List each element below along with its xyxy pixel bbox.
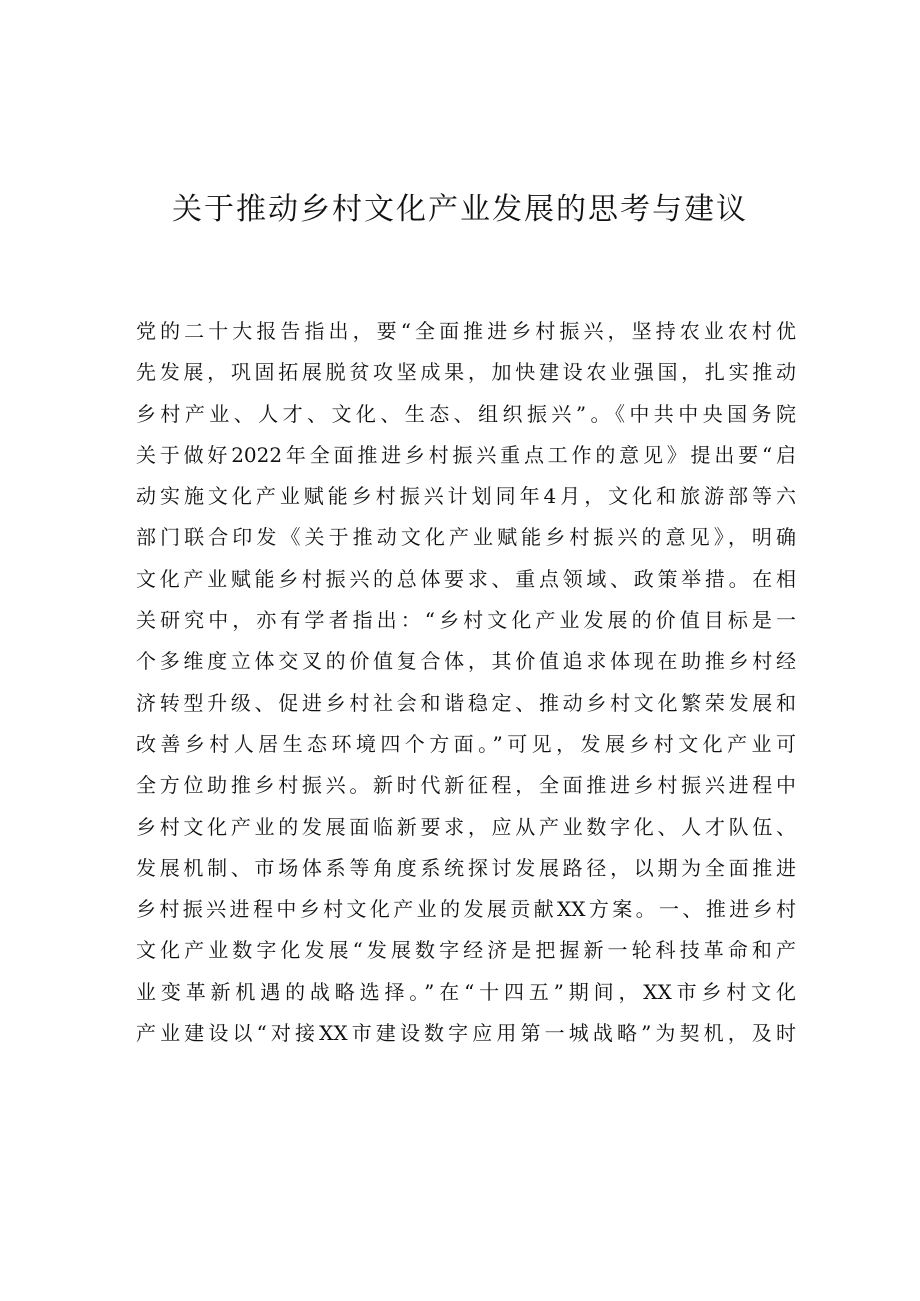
paragraph-line: 部门联合印发《关于推动文化产业赋能乡村振兴的意见》，明确 xyxy=(136,525,796,550)
paragraph-line: 文化产业数字化发展“发展数字经济是把握新一轮科技革命和产 xyxy=(136,938,796,963)
paragraph-line: 文化产业赋能乡村振兴的总体要求、重点领域、政策举措。在相 xyxy=(136,566,796,591)
body-paragraph xyxy=(136,311,796,1054)
paragraph-line: 关于做好2022年全面推进乡村振兴重点工作的意见》提出要“启 xyxy=(136,442,796,467)
paragraph-line: 济转型升级、促进乡村社会和谐稳定、推动乡村文化繁荣发展和 xyxy=(136,690,796,715)
paragraph-line: 业变革新机遇的战略选择。”在“十四五”期间，XX市乡村文化 xyxy=(136,979,796,1004)
paragraph-line: 乡村产业、人才、文化、生态、组织振兴”。《中共中央国务院 xyxy=(136,401,796,426)
paragraph-line: 改善乡村人居生态环境四个方面。”可见，发展乡村文化产业可 xyxy=(136,731,796,756)
paragraph-line: 产业建设以“对接XX市建设数字应用第一城战略”为契机，及时 xyxy=(136,1021,796,1046)
paragraph-line: 关研究中，亦有学者指出：“乡村文化产业发展的价值目标是一 xyxy=(136,608,796,633)
paragraph-line: 动实施文化产业赋能乡村振兴计划同年4月，文化和旅游部等六 xyxy=(136,484,796,509)
paragraph-line: 发展机制、市场体系等角度系统探讨发展路径，以期为全面推进 xyxy=(136,855,796,880)
paragraph-line: 先发展，巩固拓展脱贫攻坚成果，加快建设农业强国，扎实推动 xyxy=(136,360,796,385)
paragraph-line: 党的二十大报告指出，要“全面推进乡村振兴，坚持农业农村优 xyxy=(136,319,796,343)
paragraph-line: 乡村振兴进程中乡村文化产业的发展贡献XX方案。一、推进乡村 xyxy=(136,897,796,922)
document-title: 关于推动乡村文化产业发展的思考与建议 xyxy=(172,192,748,227)
paragraph-line: 全方位助推乡村振兴。新时代新征程，全面推进乡村振兴进程中 xyxy=(136,773,796,798)
paragraph-line: 个多维度立体交叉的价值复合体，其价值追求体现在助推乡村经 xyxy=(136,649,796,674)
paragraph-line: 乡村文化产业的发展面临新要求，应从产业数字化、人才队伍、 xyxy=(136,814,796,839)
